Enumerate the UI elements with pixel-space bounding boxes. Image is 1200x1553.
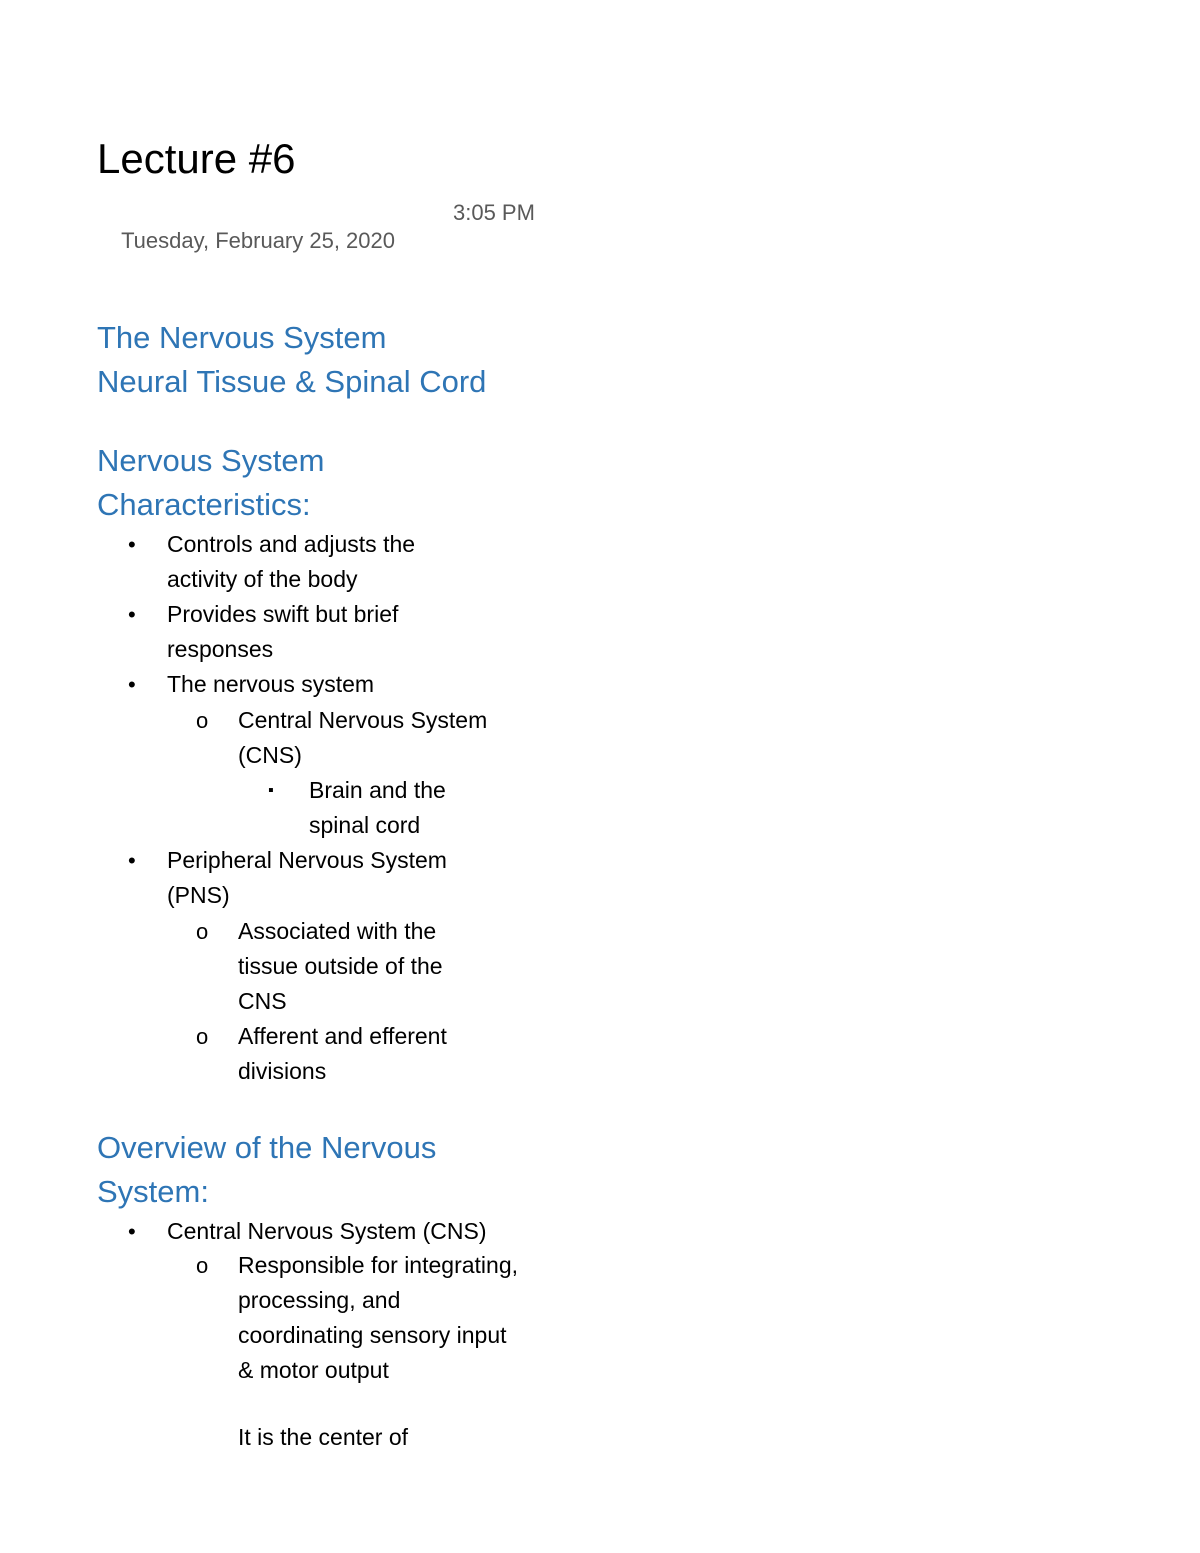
heading-nervous-system: The Nervous System xyxy=(97,320,387,355)
circle-bullet-icon: o xyxy=(196,1024,209,1049)
bullet-icon: • xyxy=(128,848,136,873)
bullet-icon: • xyxy=(128,672,136,697)
page-date: Tuesday, February 25, 2020 xyxy=(121,228,395,253)
list-item: Responsible for integrating, processing, and coordinating sensory input & motor output xyxy=(238,1252,518,1383)
list-item: Associated with the tissue outside of the CNS xyxy=(238,918,443,1014)
page-time: 3:05 PM xyxy=(453,200,535,225)
heading-overview: Overview of the Nervous System: xyxy=(97,1130,437,1209)
list-item: Brain and the spinal cord xyxy=(309,777,446,838)
square-bullet-icon: ▪ xyxy=(268,782,274,799)
page-meta xyxy=(97,199,535,311)
list-item: Central Nervous System (CNS) xyxy=(167,1218,487,1244)
clipped-list-item: It is the center of xyxy=(238,1424,409,1450)
bullet-icon: • xyxy=(128,1219,136,1244)
circle-bullet-icon: o xyxy=(196,919,209,944)
list-item: Controls and adjusts the activity of the body xyxy=(167,531,416,592)
list-item: Provides swift but brief responses xyxy=(167,601,399,662)
circle-bullet-icon: o xyxy=(196,1253,209,1278)
page-title: Lecture #6 xyxy=(97,135,296,182)
heading-neural-tissue: Neural Tissue & Spinal Cord xyxy=(97,364,487,399)
heading-characteristics: Nervous System Characteristics: xyxy=(97,443,325,522)
circle-bullet-icon: o xyxy=(196,708,209,733)
list-item: Central Nervous System (CNS) xyxy=(238,707,488,768)
list-item: Afferent and efferent divisions xyxy=(238,1023,447,1084)
list-item: The nervous system xyxy=(167,671,375,697)
list-item: Peripheral Nervous System (PNS) xyxy=(167,847,447,908)
bullet-icon: • xyxy=(128,602,136,627)
bullet-icon: • xyxy=(128,532,136,557)
